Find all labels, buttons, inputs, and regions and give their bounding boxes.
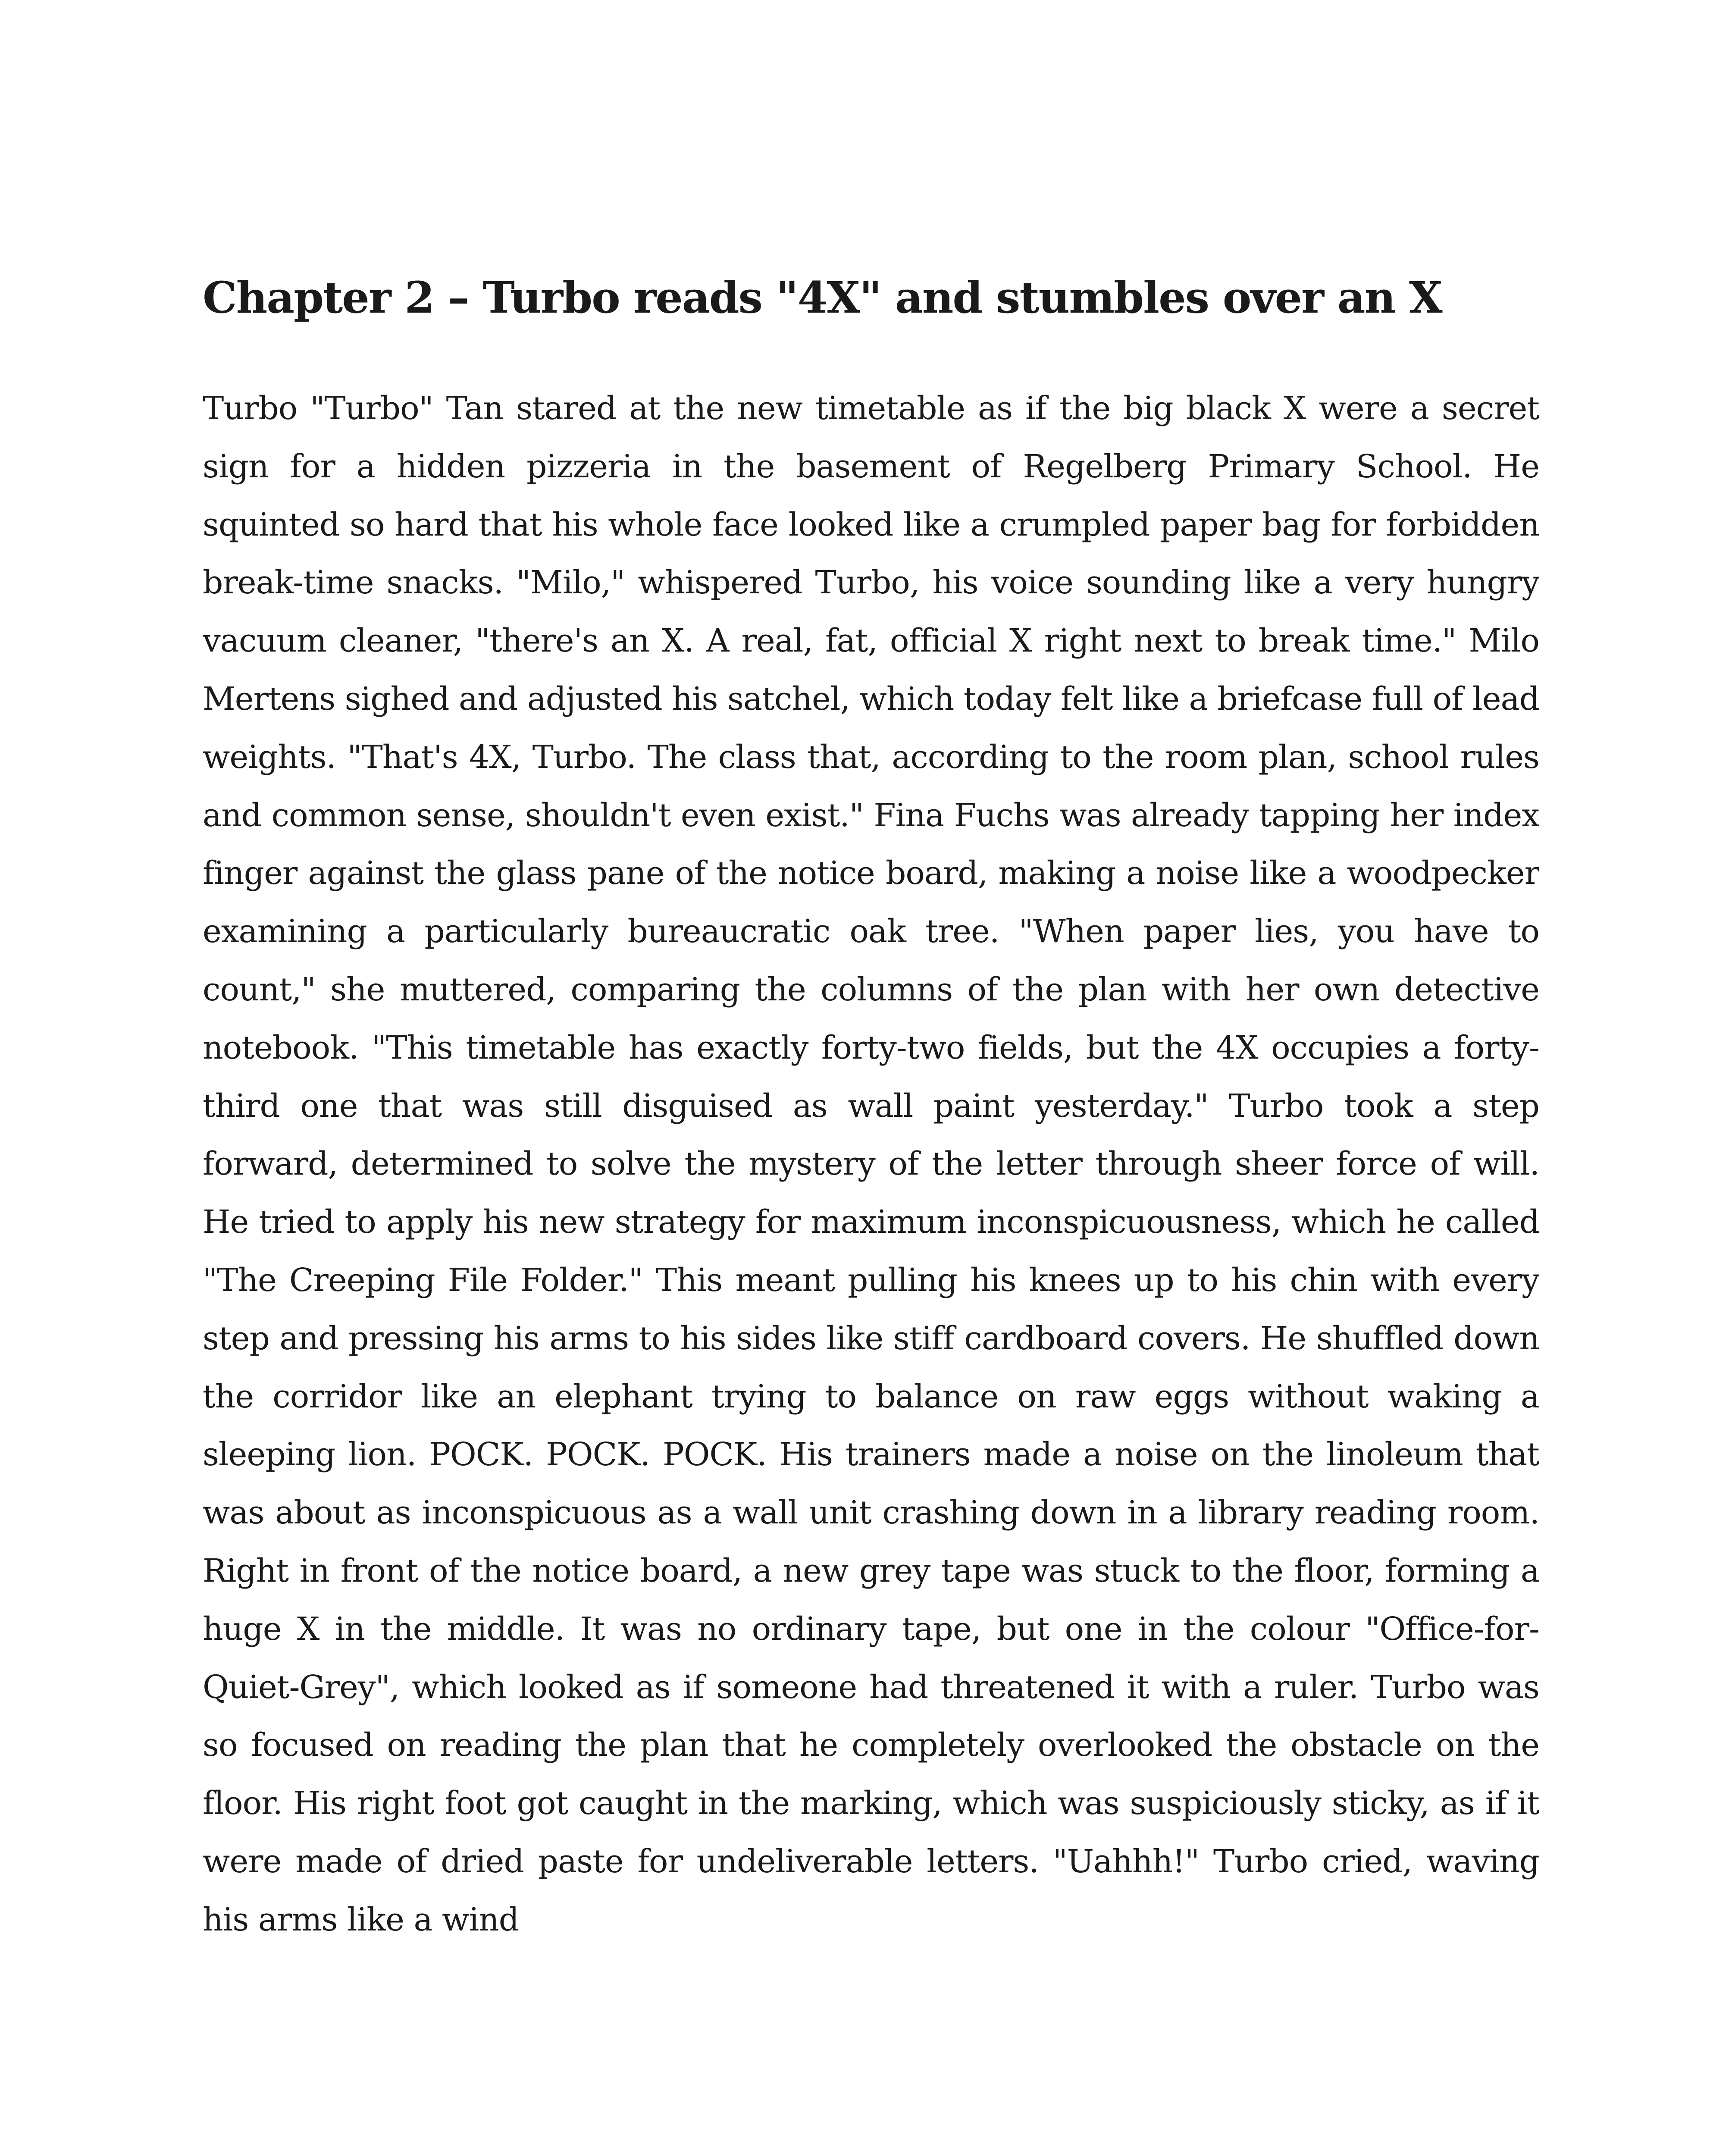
chapter-body-text: Turbo "Turbo" Tan stared at the new timetable as if the big black X were a secret sign for a hidden pizzeria in the basement of Regelberg Primary School. He squinted so hard that his whole face looked like a crumpled paper bag for forbidden break-time snacks. "Milo," whispered Turbo, his voice sounding like a very hungry vacuum cleaner, "there's an X. A real, fat, official X right next to break time." Milo Mertens sighed and adjusted his satchel, which today felt like a briefcase full of lead weights. "That's 4X, Turbo. The class that, according to the room plan, school rules and common sense, shouldn't even exist." Fina Fuchs was already tapping her index finger against the glass pane of the notice board, making a noise like a woodpecker examining a particularly bureaucratic oak tree. "When paper lies, you have to count," she muttered, comparing the columns of the plan with her own detective notebook. "This timetable has exactly forty-two fields, but the 4X occupies a forty-third one that was still disguised as wall paint yesterday." Turbo took a step forward, determined to solve the mystery of the letter through sheer force of will. He tried to apply his new strategy for maximum inconspicuousness, which he called "The Creeping File Folder." This meant pulling his knees up to his chin with every step and pressing his arms to his sides like stiff cardboard covers. He shuffled down the corridor like an elephant trying to balance on raw eggs without waking a sleeping lion. POCK. POCK. POCK. His trainers made a noise on the linoleum that was about as inconspicuous as a wall unit crashing down in a library reading room. Right in front of the notice board, a new grey tape was stuck to the floor, forming a huge X in the middle. It was no ordinary tape, but one in the colour "Office-for-Quiet-Grey", which looked as if someone had threatened it with a ruler. Turbo was so focused on reading the plan that he completely overlooked the obstacle on the floor. His right foot got caught in the marking, which was suspiciously sticky, as if it were made of dried paste for undeliverable letters. "Uahhh!" Turbo cried, waving his arms like a wind xyxy=(203,390,1539,1938)
chapter-title: Chapter 2 – Turbo reads "4X" and stumbles over an X xyxy=(203,272,1442,323)
